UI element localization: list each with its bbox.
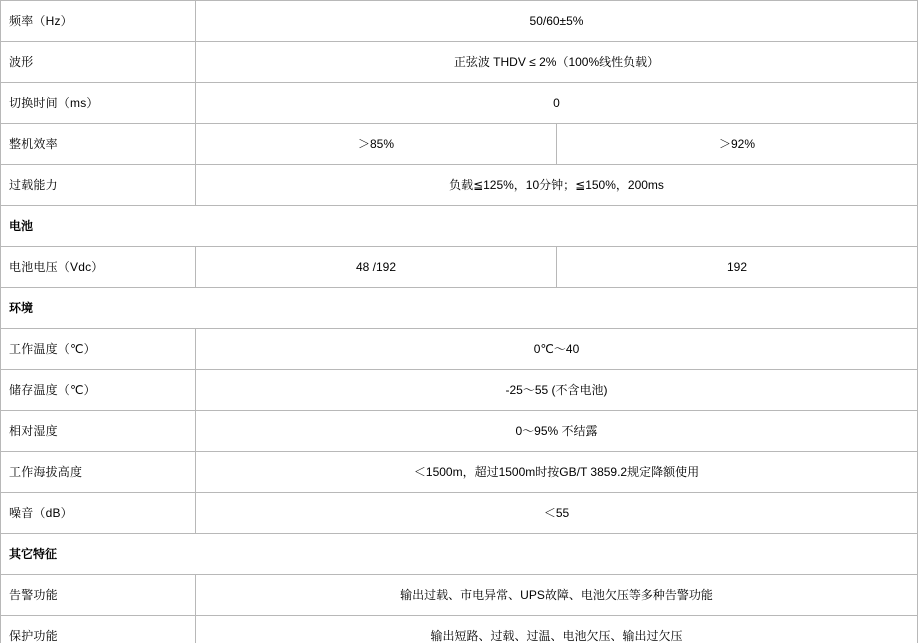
row-label: 告警功能: [1, 575, 196, 616]
table-row: [1, 247, 918, 288]
row-label: 整机效率: [1, 124, 196, 165]
section-header-row: [1, 206, 918, 247]
table-row: [1, 452, 918, 493]
row-value: ＜55: [196, 493, 918, 534]
row-value: 输出过载、市电异常、UPS故障、电池欠压等多种告警功能: [196, 575, 918, 616]
section-header-row: [1, 534, 918, 575]
section-title: 电池: [1, 206, 918, 247]
table-row: [1, 411, 918, 452]
row-value-secondary: 192: [557, 247, 918, 288]
row-label: 切换时间（ms）: [1, 83, 196, 124]
row-label: 过载能力: [1, 165, 196, 206]
row-label: 频率（Hz）: [1, 1, 196, 42]
row-value-primary: 48 /192: [196, 247, 557, 288]
row-label: 保护功能: [1, 616, 196, 643]
section-header-row: [1, 288, 918, 329]
row-value: ＜1500m，超过1500m时按GB/T 3859.2规定降额使用: [196, 452, 918, 493]
row-label: 工作海拔高度: [1, 452, 196, 493]
table-row: [1, 165, 918, 206]
row-value: 0℃～40: [196, 329, 918, 370]
row-label: 储存温度（℃）: [1, 370, 196, 411]
row-value: 负载≦125%，10分钟；≦150%，200ms: [196, 165, 918, 206]
row-value-primary: ＞85%: [196, 124, 557, 165]
section-title: 环境: [1, 288, 918, 329]
row-value: 正弦波 THDV ≤ 2%（100%线性负载）: [196, 42, 918, 83]
row-value: 0～95% 不结露: [196, 411, 918, 452]
row-value: 0: [196, 83, 918, 124]
table-row: [1, 575, 918, 616]
table-row: [1, 370, 918, 411]
table-body: [1, 1, 918, 643]
table-row: [1, 42, 918, 83]
row-label: 电池电压（Vdc）: [1, 247, 196, 288]
table-row: [1, 124, 918, 165]
row-label: 相对湿度: [1, 411, 196, 452]
table-row: [1, 329, 918, 370]
row-label: 工作温度（℃）: [1, 329, 196, 370]
table-row: [1, 1, 918, 42]
table-row: [1, 493, 918, 534]
row-value: 50/60±5%: [196, 1, 918, 42]
row-label: 噪音（dB）: [1, 493, 196, 534]
row-value: 输出短路、过载、过温、电池欠压、输出过欠压: [196, 616, 918, 643]
section-title: 其它特征: [1, 534, 918, 575]
table-row: [1, 83, 918, 124]
row-value: -25～55 (不含电池): [196, 370, 918, 411]
row-label: 波形: [1, 42, 196, 83]
table-row: [1, 616, 918, 643]
row-value-secondary: ＞92%: [557, 124, 918, 165]
